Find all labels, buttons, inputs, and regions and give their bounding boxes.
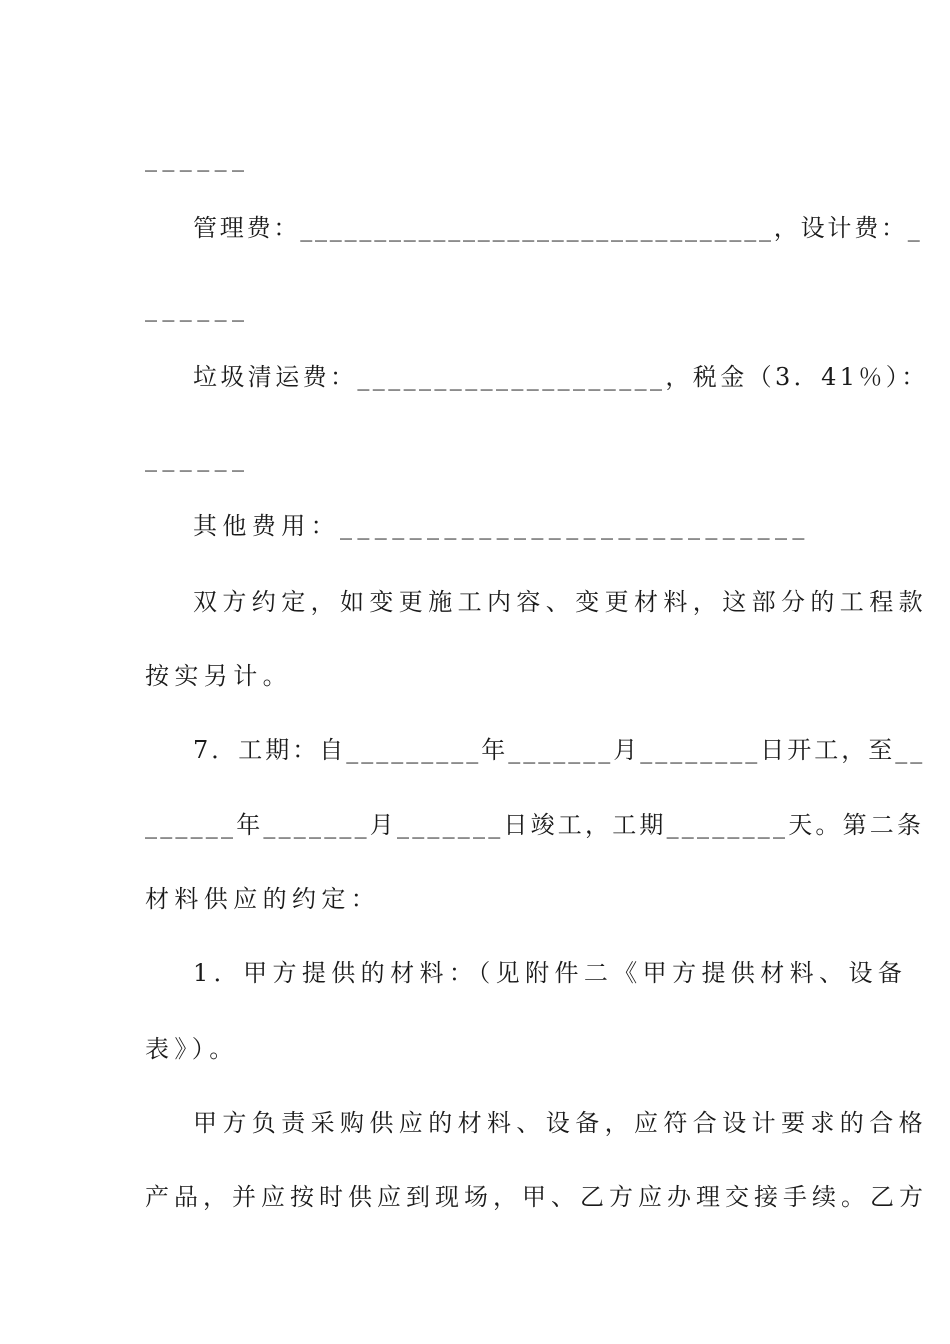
text-line: 双方约定，如变更施工内容、变更材料，这部分的工程款 [193,588,928,616]
text-line: ______ [145,444,250,472]
text-line: 材料供应的约定： [145,885,381,913]
text-line: ______年_______月_______日竣工，工期________天。第二条 [145,811,925,839]
text-line: 其他费用：___________________________ [193,512,810,540]
text-line: 表》）。 [145,1035,239,1063]
text-line: 甲方负责采购供应的材料、设备，应符合设计要求的合格 [193,1109,928,1137]
text-line: 管理费：________________________________，设计费：_ [193,214,923,242]
text-line: 垃圾清运费：____________________，税金（3．41％）： [193,363,929,391]
text-line: 7．工期：自_________年_______月________日开工，至__ [193,736,926,764]
text-line: ______ [145,294,250,322]
text-line: 产品，并应按时供应到现场，甲、乙方应办理交接手续。乙方 [145,1183,928,1211]
text-line: 按实另计。 [145,662,292,690]
text-line: 1．甲方提供的材料：（见附件二《甲方提供材料、设备 [193,959,908,987]
text-line: ______ [145,144,250,172]
